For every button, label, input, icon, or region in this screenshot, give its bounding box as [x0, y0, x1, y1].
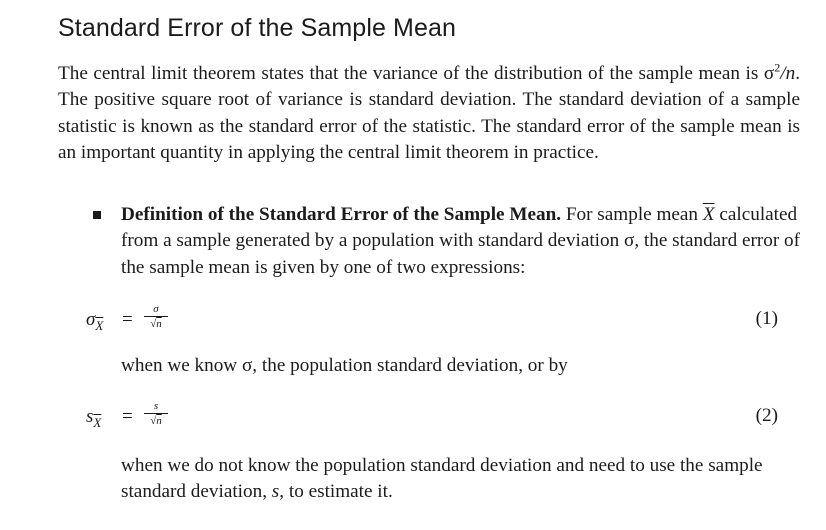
section-heading: Standard Error of the Sample Mean [58, 14, 456, 42]
intro-text-2: . The positive square root of variance is standard deviation. The standard deviation of a sample statistic is known as the standard error of the statistic. The standard error of the sample mean is an important quantity in applying the central limit theorem in practice. [58, 63, 800, 164]
equation-1-fraction-bar [144, 316, 168, 317]
bullet-marker [93, 211, 101, 219]
equation-2-lhs-subscript: X [93, 415, 102, 430]
intro-paragraph [58, 61, 800, 167]
equation-1-lhs [86, 309, 103, 331]
intro-slash-n: /n [780, 63, 796, 84]
equation-1-fraction [144, 303, 168, 330]
equation-2-equals: = [122, 406, 133, 427]
equation-2-numerator: s [153, 400, 159, 412]
sample-mean-symbol: $\overline{X}$ [702, 204, 715, 225]
equation-2-fraction [144, 400, 168, 427]
equation-1-radicand: n [156, 318, 162, 330]
closing-text-2: , to estimate it. [279, 481, 393, 503]
equation-1-equals: = [122, 309, 133, 330]
equation-1-number: (1) [755, 308, 778, 329]
definition-paragraph [121, 202, 805, 281]
closing-s-symbol: s [271, 481, 280, 503]
closing-text [121, 453, 805, 506]
equation-2-fraction-bar [144, 413, 168, 414]
equation-1-radical: √ [150, 318, 157, 330]
equation-2-radical: √ [150, 415, 157, 427]
closing-text-1: when we do not know the population standard deviation and need to use the sample standard deviation, [121, 455, 763, 503]
equation-2-lhs [86, 406, 101, 428]
between-text: when we know σ, the population standard deviation, or by [121, 355, 568, 376]
definition-text-1: For sample mean [561, 204, 703, 225]
equation-1-denominator [144, 318, 168, 330]
equation-2-radicand: n [156, 415, 162, 427]
intro-sigma: σ [763, 63, 775, 84]
equation-2-denominator [144, 415, 168, 427]
equation-1 [0, 300, 826, 344]
equation-1-lhs-symbol: σ [86, 309, 96, 330]
equation-1-numerator: σ [153, 303, 159, 315]
equation-2-number: (2) [755, 405, 778, 426]
intro-exponent: 2 [774, 60, 781, 75]
equation-2-lhs-symbol: s [86, 406, 94, 427]
intro-text-1: The central limit theorem states that the variance of the distribution of the sample mean is [58, 63, 764, 84]
definition-lead: Definition of the Standard Error of the Sample Mean. [121, 204, 562, 225]
equation-1-lhs-subscript: X [95, 318, 104, 333]
equation-2 [0, 396, 826, 440]
definition-text-2: calculated from a sample generated by a population with standard deviation σ, the standard error of the sample mean is given by one of two expressions: [121, 204, 801, 278]
